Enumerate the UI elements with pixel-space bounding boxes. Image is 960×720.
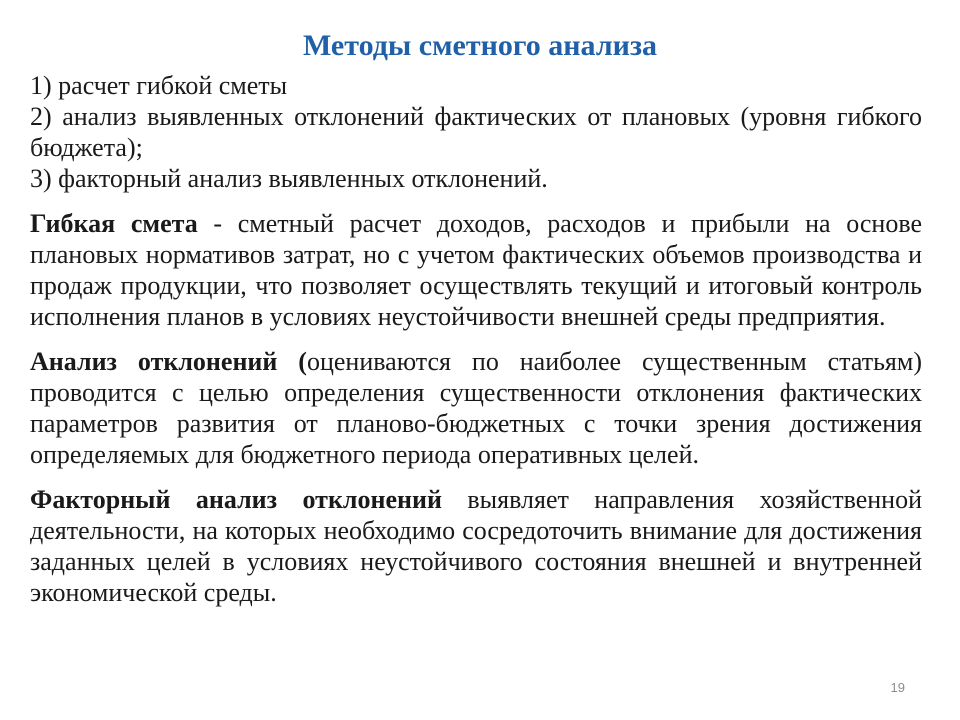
definition-factor-analysis xyxy=(30,484,922,608)
method-item-1: 1) расчет гибкой сметы xyxy=(30,71,288,100)
definition-term: Анализ отклонений ( xyxy=(30,347,307,376)
definition-text: - сметный расчет доходов, расходов и прибыли на основе плановых нормативов затрат, но с учетом фактических объемов производства и продаж продукции, что позволяет осуществлять текущий и итоговый контроль исполнения планов в условиях неустойчивости внешней среды предприятия. xyxy=(30,209,922,331)
definition-text: оцениваются по наиболее существенным статьям) проводится с целью определения существенности отклонения фактических параметров развития от планово-бюджетных с точки зрения достижения определяемых для бюджетного периода оперативных целей. xyxy=(30,347,922,469)
definition-variance-analysis xyxy=(30,346,922,470)
slide-title: Методы сметного анализа xyxy=(303,29,657,62)
methods-list xyxy=(30,70,922,194)
definition-term: Гибкая смета xyxy=(30,209,198,238)
method-item-2: 2) анализ выявленных отклонений фактических от плановых (уровня гибкого бюджета); xyxy=(30,102,922,162)
slide-content xyxy=(30,70,922,608)
definition-flexible-budget xyxy=(30,208,922,332)
method-item-3: 3) факторный анализ выявленных отклонений. xyxy=(30,164,548,193)
definition-text: выявляет направления хозяйственной деятельности, на которых необходимо сосредоточить внимание для достижения заданных целей в условиях неустойчивого состояния внешней и внутренней экономической среды. xyxy=(30,485,922,607)
page-number: 19 xyxy=(890,680,905,695)
definition-term: Факторный анализ отклонений xyxy=(30,485,442,514)
